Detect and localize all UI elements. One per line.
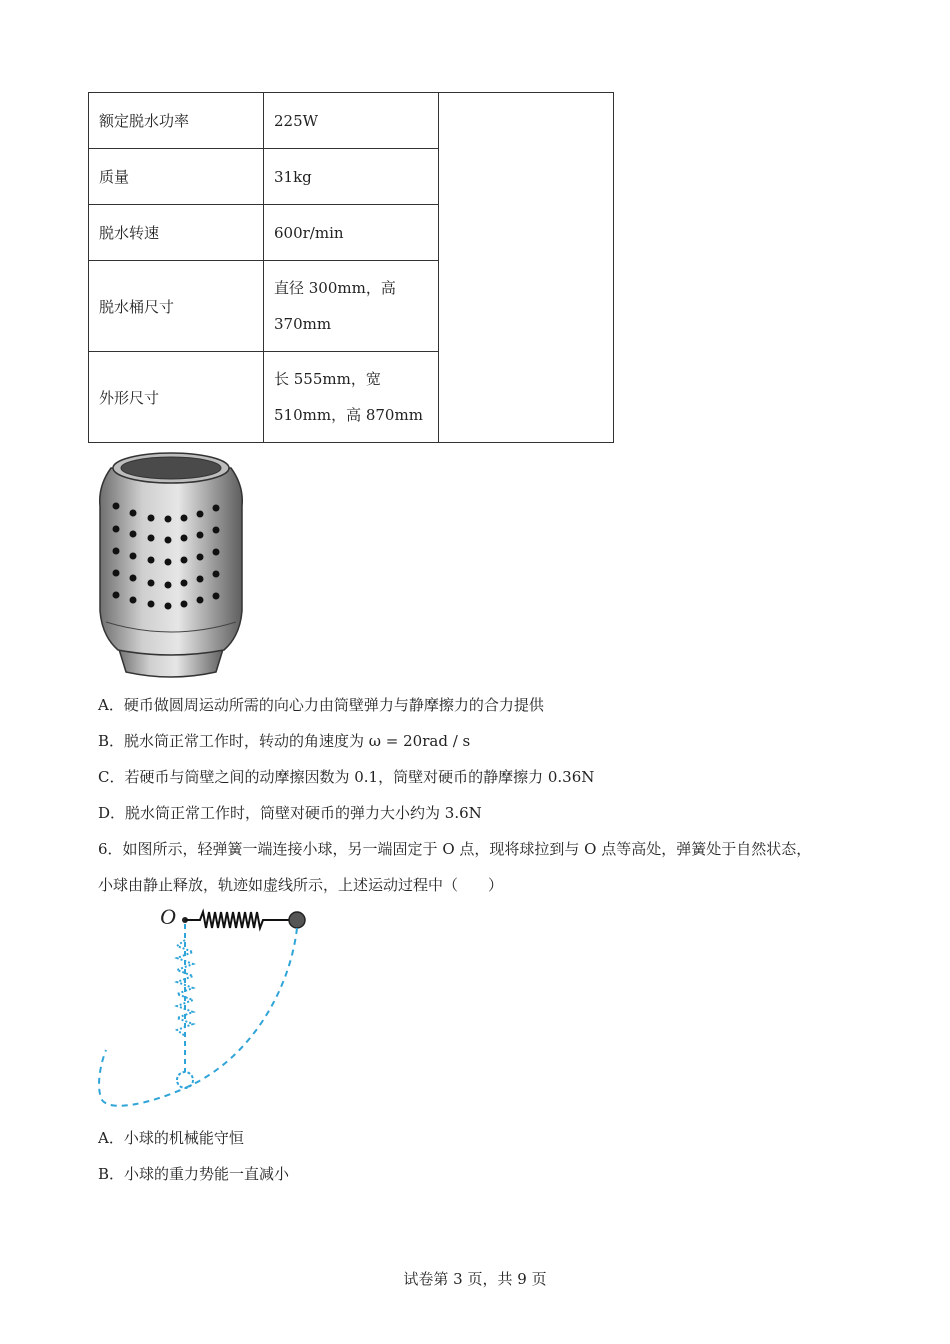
q5-option-c: C．若硬币与筒壁之间的动摩擦因数为 0.1，筒壁对硬币的静摩擦力 0.36N <box>98 768 595 786</box>
spec-value: 长 555mm，宽 510mm，高 870mm <box>264 352 439 443</box>
q5-option-a: A．硬币做圆周运动所需的向心力由筒壁弹力与静摩擦力的合力提供 <box>98 696 544 714</box>
q6-stem-line2: 小球由静止释放，轨迹如虚线所示，上述运动过程中（ ） <box>98 876 504 894</box>
q6-stem-line1: 6．如图所示，轻弹簧一端连接小球，另一端固定于 O 点，现将球拉到与 O 点等高处，弹簧处于自然状态， <box>98 840 812 858</box>
spec-value: 225W <box>264 93 439 149</box>
spring-ball-figure <box>90 900 320 1120</box>
spec-value: 31kg <box>264 149 439 205</box>
spec-value: 600r/min <box>264 205 439 261</box>
q6-option-b: B．小球的重力势能一直减小 <box>98 1165 290 1183</box>
trajectory <box>99 928 297 1106</box>
page-footer: 试卷第 3 页，共 9 页 <box>403 1270 547 1288</box>
q5-option-b: B．脱水筒正常工作时，转动的角速度为 ω = 20rad / s <box>98 732 471 750</box>
ball <box>289 912 305 928</box>
spec-label: 额定脱水功率 <box>89 93 264 149</box>
spec-table <box>88 92 614 443</box>
horizontal-spring <box>185 912 290 928</box>
q5-option-d: D．脱水筒正常工作时，筒壁对硬币的弹力大小约为 3.6N <box>98 804 482 822</box>
spec-value: 直径 300mm，高 370mm <box>264 261 439 352</box>
point-o-label: O <box>160 904 176 929</box>
spec-label: 脱水桶尺寸 <box>89 261 264 352</box>
spec-label: 质量 <box>89 149 264 205</box>
q6-option-a: A．小球的机械能守恒 <box>98 1129 244 1147</box>
drum-illustration <box>96 446 246 686</box>
spec-label: 外形尺寸 <box>89 352 264 443</box>
spec-label: 脱水转速 <box>89 205 264 261</box>
lowest-position-ball <box>177 1072 193 1088</box>
table-row <box>89 93 614 149</box>
blank-cell <box>439 93 614 443</box>
